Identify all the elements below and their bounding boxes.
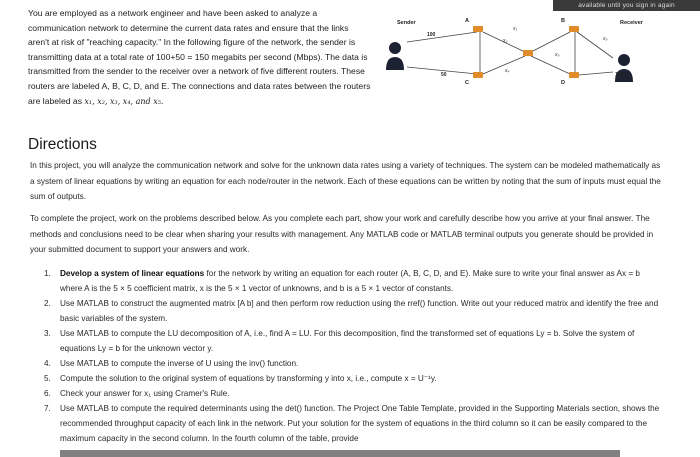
intro-text: You are employed as a network engineer and have been asked to analyze a communication network to determine the current data rates and ensure that the links aren't at risk of "reaching capacity." In the following figure of the network, the sender is transmitting data at a total rate of 100+50 = 150 megabits per second (Mbps). The data is transmitted from the sender to the receiver over a network of five different routers. These routers are labeled A, B, C, D, and E. The connections and data rates between the routers are labeled as — [28, 8, 371, 106]
step-item: 2. Use MATLAB to construct the augmented matrix [A b] and then perform row reduction using the rref() function. Write out your reduced matrix and identify the free and basic variables of the system. — [44, 299, 659, 323]
router-c-icon — [473, 72, 483, 78]
steps-list — [28, 266, 664, 446]
link-e-b — [531, 32, 570, 52]
link-label-x5: x₅ — [555, 52, 560, 58]
step-item: 1. Develop a system of linear equations for the network by writing an equation for each router (A, B, C, D, and E). Make sure to write your final answer as Ax = b where A is the 5 × 5 coefficient matrix, x is the 5 × 1 vector of unknowns, and b is a 5 × 1 vector of constants. — [44, 269, 640, 293]
router-e-icon — [523, 50, 533, 56]
rate-bottom-in: 50 — [441, 72, 447, 78]
sign-in-banner: available until you sign in again — [553, 0, 700, 11]
sender-label: Sender — [397, 20, 416, 26]
receiver-label: Receiver — [620, 20, 643, 26]
link-label-x4: x₄ — [505, 68, 510, 74]
link-label-x1: x₁ — [513, 26, 518, 32]
link-b-receiver — [577, 32, 613, 58]
directions-paragraph-2: To complete the project, work on the problems described below. As you complete each part, show your work and carefully describe how you arrive at your final answer. The methods and conclusions need to be clear when sharing your results with management. Any MATLAB code or MATLAB terminal outputs you generate should be provided in your submitted document to support your answers and work. — [30, 214, 654, 255]
link-e-d — [531, 56, 570, 74]
directions-paragraph-1: In this project, you will analyze the communication network and solve for the unknown data rates using a variety of techniques. The system can be modeled mathematically as a system of linear equations by writing an equation for each node/router in the network. Each of these equations can be written by noting that the sum of inputs must equal the sum of outputs. — [30, 161, 661, 202]
step-item: 3. Use MATLAB to compute the LU decomposition of A, i.e., find A = LU. For this decomposition, find the transformed set of equations Ly = b. Solve the system of equations Ly = b for the unknown vector y. — [44, 329, 635, 353]
router-b-icon — [569, 26, 579, 32]
step-item: 4. Use MATLAB to compute the inverse of U using the inv() function. — [44, 359, 299, 368]
router-d-icon — [569, 72, 579, 78]
link-d-receiver — [579, 72, 613, 75]
intro-variables: x₁, x₂, x₃, x₄, and x₅. — [84, 96, 164, 106]
router-a-label: A — [465, 18, 469, 24]
router-b-label: B — [561, 18, 565, 24]
rate-top-in: 100 — [427, 32, 436, 38]
intro-paragraph — [28, 6, 372, 109]
step-item: 7. Use MATLAB to compute the required determinants using the det() function. The Project One Table Template, provided in the Supporting Materials section, shows the recommended throughput capacity of each link in the network. Put your solution for the system of equations in the third column so it can be easily compared to the maximum capacity in the second column. In the fourth column of the table, provide — [44, 404, 660, 443]
link-sender-a — [407, 32, 477, 42]
router-d-label: D — [561, 80, 565, 86]
router-a-icon — [473, 26, 483, 32]
network-links — [407, 32, 613, 75]
network-diagram — [385, 12, 645, 94]
step-item: 6. Check your answer for x₁ using Cramer's Rule. — [44, 389, 230, 398]
directions-heading: Directions — [28, 136, 97, 153]
network-figure — [385, 12, 645, 94]
step-item: 5. Compute the solution to the original system of equations by transforming y into x, i.e., compute x = U⁻¹y. — [44, 374, 437, 383]
router-c-label: C — [465, 80, 469, 86]
blurred-cutoff-bar — [60, 450, 620, 457]
rate-out: 120 — [615, 72, 624, 78]
link-label-x3: x₃ — [603, 36, 608, 42]
sender-person-icon — [386, 42, 404, 70]
link-c-e — [483, 56, 525, 74]
link-label-x2: x₂ — [503, 38, 508, 44]
